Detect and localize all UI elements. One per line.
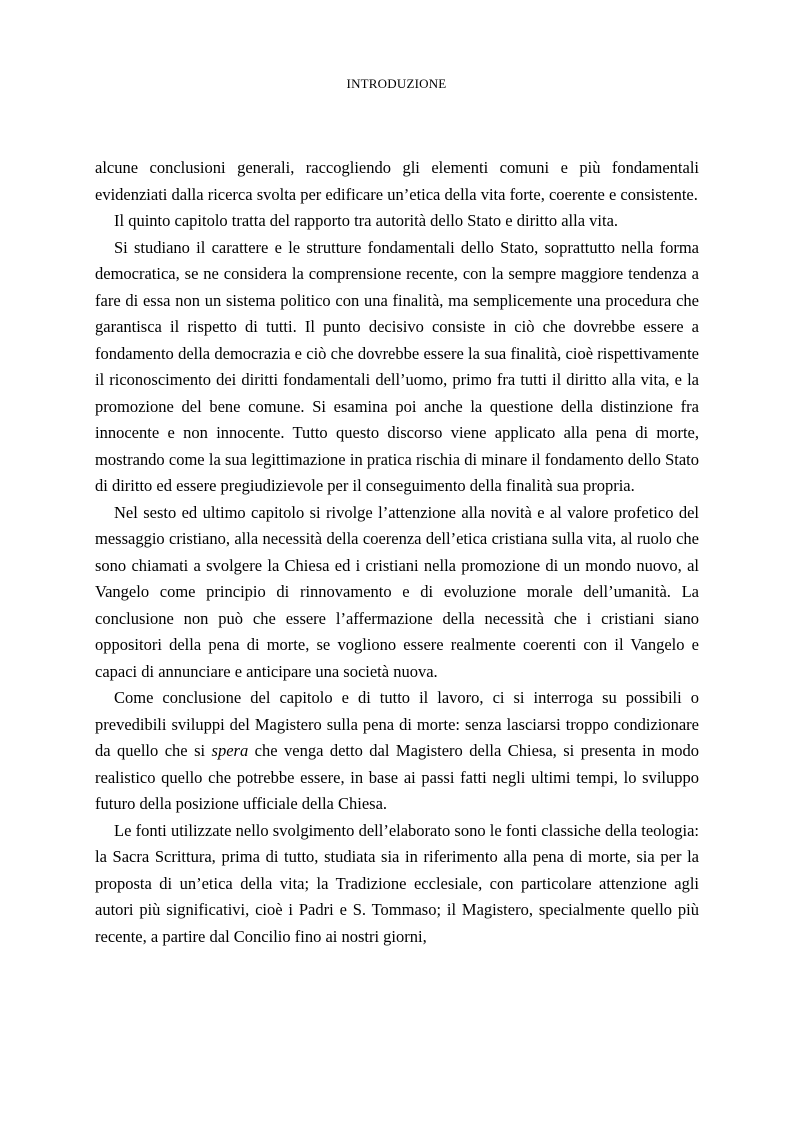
paragraph-state-structure: Si studiano il carattere e le strutture fondamentali dello Stato, soprattutto nella forma democratica, se ne considera la comprensione recente, con la sempre maggiore tendenza a fare di essa non un sistema politico con una finalità, ma semplicemente una procedura che garantisca il rispetto di tutti. Il punto decisivo consiste in ciò che dovrebbe essere a fondamento della democrazia e ciò che dovrebbe essere la sua finalità, cioè rispettivamente il riconoscimento dei diritti fondamentali dell’uomo, primo fra tutti il diritto alla vita, e la promozione del bene comune. Si esamina poi anche la questione della distinzione fra innocente e non innocente. Tutto questo discorso viene applicato alla pena di morte, mostrando come la sua legittimazione in pratica rischia di minare il fondamento dello Stato di diritto ed essere pregiudizievole per il conseguimento della finalità sua propria. (95, 237, 699, 495)
paragraph-sources: Le fonti utilizzate nello svolgimento dell’elaborato sono le fonti classiche della teologia: la Sacra Scrittura, prima di tutto, studiata sia in riferimento alla pena di morte, sia per la proposta di un’etica della vita; la Tradizione ecclesiale, con particolare attenzione agli autori più significativi, cioè i Padri e S. Tommaso; il Magistero, specialmente quello più recente, a partire dal Concilio fino ai nostri giorni, (95, 820, 699, 946)
paragraph-text-before: Come conclusione del capitolo e di tutto il lavoro, ci si interroga su possibili o prevedibili sviluppi del Magistero sulla pena di morte: senza lasciarsi troppo condizionare da quello che si (95, 688, 699, 760)
emphasized-word: spera (211, 741, 249, 760)
document-body (95, 155, 699, 950)
paragraph-text-after: che venga detto dal Magistero della Chiesa, si presenta in modo realistico quello che potrebbe essere, in base ai passi fatti negli ultimi tempi, lo sviluppo futuro della posizione ufficiale della Chiesa. (95, 741, 700, 813)
paragraph-magisterium-outlook (95, 685, 699, 818)
page-running-header: INTRODUZIONE (346, 76, 447, 91)
paragraph-sixth-chapter: Nel sesto ed ultimo capitolo si rivolge l’attenzione alla novità e al valore profetico del messaggio cristiano, alla necessità della coerenza dell’etica cristiana sulla vita, al ruolo che sono chiamati a svolgere la Chiesa ed i cristiani nella promozione di un mondo nuovo, al Vangelo come principio di rinnovamento e di evoluzione morale dell’umanità. La conclusione non può che essere l’affermazione della necessità che i cristiani siano oppositori della pena di morte, se vogliono essere realmente coerenti con il Vangelo e capaci di annunciare e anticipare una società nuova. (95, 502, 699, 681)
paragraph-fifth-chapter: Il quinto capitolo tratta del rapporto tra autorità dello Stato e diritto alla vita. (114, 211, 619, 230)
paragraph-continuation: alcune conclusioni generali, raccogliendo gli elementi comuni e più fondamentali evidenziati dalla ricerca svolta per edificare un’etica della vita forte, coerente e consistente. (95, 158, 699, 204)
